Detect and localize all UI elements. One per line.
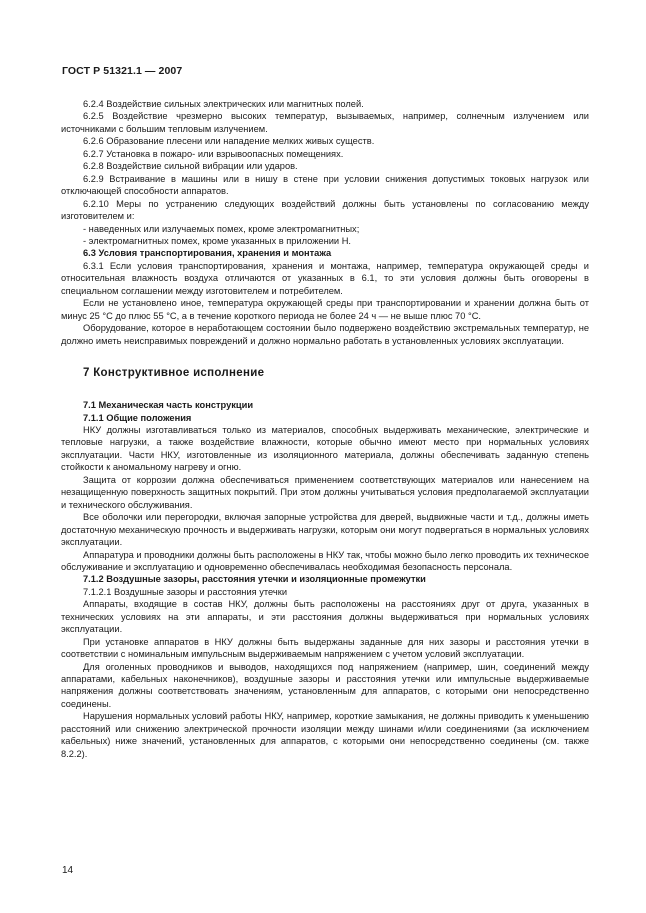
paragraph-apparatus-distances: Аппараты, входящие в состав НКУ, должны быть расположены на расстояниях друг от друга, указанных в технических условиях на эти аппараты, и эти расстояния должны выдерживаться при нормальных условиях эксплуатации. — [61, 599, 589, 635]
paragraph-abnormal-conditions: Нарушения нормальных условий работы НКУ, например, короткие замыкания, не должны приводить к уменьшению расстояний или снижению электрической прочности изоляции между шинами и/или соединениями (за исключением кабельных) ниже значений, установленных для аппаратов, с которыми они непосредственно соединены (см. также 8.2.2). — [61, 711, 589, 759]
paragraph-equipment-extreme: Оборудование, которое в неработающем состоянии было подвержено воздействию экстремальных температур, не должно иметь неисправимых повреждений и должно нормально работать в установленных условиях эксплуатации. — [61, 323, 589, 346]
list-item-induced-interference: - наведенных или излучаемых помех, кроме электромагнитных; — [83, 223, 360, 234]
paragraph-temperature: Если не установлено иное, температура окружающей среды при транспортировании и хранении должна быть от минус 25 °С до плюс 55 °С, а в течение короткого периода не более 24 ч — не выше плюс 70 °С. — [61, 298, 589, 321]
paragraph-6-3-1: 6.3.1 Если условия транспортирования, хранения и монтажа, например, температура окружающей среды и относительная влажность воздуха отличаются от указанных в 6.1, то эти условия должны быть оговорены в специальном соглашении между изготовителем и потребителем. — [61, 260, 589, 296]
heading-7-1-2-1: 7.1.2.1 Воздушные зазоры и расстояния утечки — [83, 586, 288, 597]
heading-6-3: 6.3 Условия транспортирования, хранения и монтажа — [83, 248, 332, 259]
paragraph-installation-clearances: При установке аппаратов в НКУ должны быть выдержаны заданные для них зазоры и расстояния утечки в соответствии с номинальным импульсным выдерживаемым напряжением с учетом условий эксплуатации. — [61, 636, 589, 660]
paragraph-6-2-8: 6.2.8 Воздействие сильной вибрации или ударов. — [83, 161, 298, 172]
paragraph-6-2-10: 6.2.10 Меры по устранению следующих воздействий должны быть установлены по согласованию между изготовителем и: — [61, 198, 589, 222]
paragraph-6-2-9: 6.2.9 Встраивание в машины или в нишу в стене при условии снижения допустимых токовых нагрузок или отключающей способности аппаратов. — [61, 173, 589, 197]
paragraph-6-2-6: 6.2.6 Образование плесени или нападение мелких живых существ. — [83, 136, 375, 147]
heading-7-1-1: 7.1.1 Общие положения — [83, 412, 192, 423]
document-header: ГОСТ Р 51321.1 — 2007 — [62, 65, 183, 77]
paragraph-6-2-5: 6.2.5 Воздействие чрезмерно высоких температур, вызываемых, например, солнечным излучением или источниками с большим тепловым излучением. — [61, 111, 589, 134]
heading-7-1: 7.1 Механическая часть конструкции — [83, 400, 254, 411]
paragraph-6-2-7: 6.2.7 Установка в пожаро- или взрывоопасных помещениях. — [83, 148, 344, 159]
list-item-electromagnetic-interference: - электромагнитных помех, кроме указанных в приложении Н. — [83, 235, 352, 246]
paragraph-corrosion: Защита от коррозии должна обеспечиваться применением соответствующих материалов или нанесением на незащищенную поверхность защитных покрытий. При этом должны учитываться условия предполагаемой эксплуатации и технического обслуживания. — [61, 474, 589, 510]
paragraph-materials: НКУ должны изготавливаться только из материалов, способных выдерживать механические, электрические и тепловые нагрузки, а также воздействие влажности, которые обычно имеют место при нормальных условиях эксплуатации. Части НКУ, изготовленные из изоляционного материала, должны обеспечивать заданную степень стойкости к аномальному нагреву и огню. — [61, 424, 589, 473]
page-number: 14 — [62, 865, 74, 876]
paragraph-bare-conductors: Для оголенных проводников и выводов, находящихся под напряжением (например, шин, соединений между аппаратами, кабельных наконечников), воздушные зазоры и расстояния утечки или импульсные выдерживаемые напряжения должны соответствовать значениям, установленным для аппаратов, с которыми они непосредственно соединены. — [61, 661, 589, 709]
heading-7-1-2: 7.1.2 Воздушные зазоры, расстояния утечки и изоляционные промежутки — [83, 574, 426, 585]
document-body — [61, 98, 589, 760]
paragraph-apparatus-layout: Аппаратура и проводники должны быть расположены в НКУ так, чтобы можно было легко проводить их техническое обслуживание и эксплуатацию и одновременно обеспечивалась необходимая безопасность персонала. — [61, 549, 589, 572]
section-7-title: 7 Конструктивное исполнение — [83, 367, 265, 380]
paragraph-6-2-4: 6.2.4 Воздействие сильных электрических или магнитных полей. — [83, 99, 364, 109]
paragraph-enclosures: Все оболочки или перегородки, включая запорные устройства для дверей, выдвижные части и т.д., должны иметь достаточную механическую прочность и выдерживать нагрузки, которым они могут подвергаться в нормальных условиях эксплуатации. — [61, 512, 589, 548]
